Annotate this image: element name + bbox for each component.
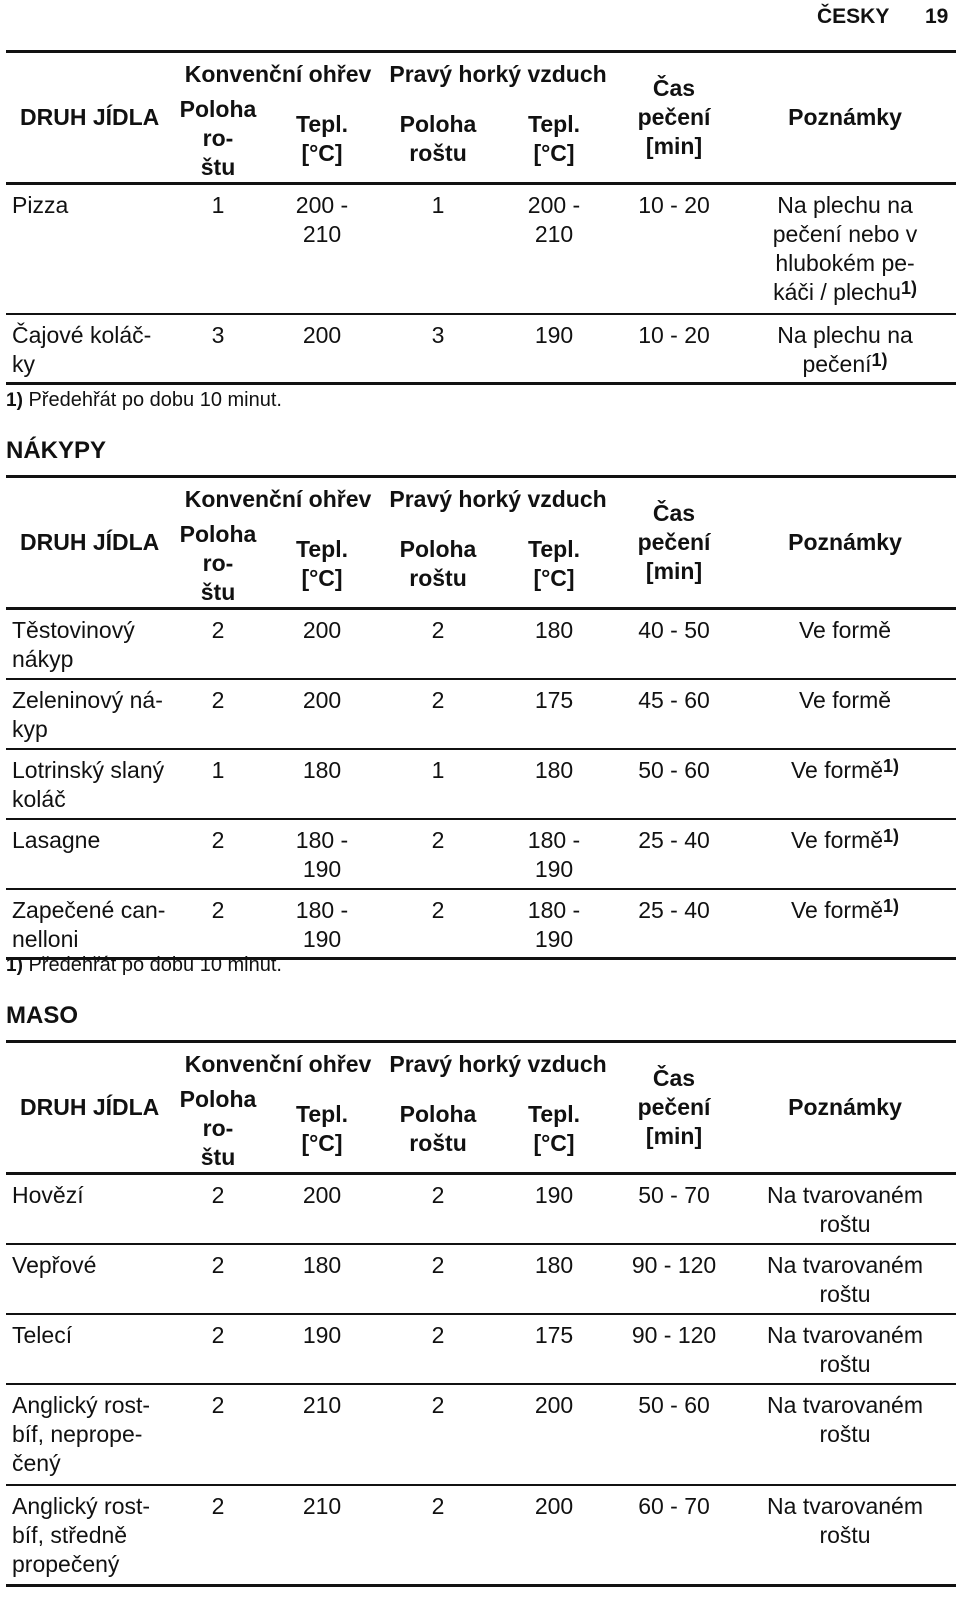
conventional-shelf: 2 bbox=[211, 1391, 225, 1418]
conventional-temp: 200 bbox=[302, 617, 342, 643]
note-cell bbox=[734, 1244, 956, 1314]
header-fan: Pravý horký vzduch bbox=[389, 60, 607, 87]
note-cell bbox=[734, 889, 956, 959]
header-conventional-shelf: Poloha ro- štu bbox=[174, 520, 262, 609]
conventional-temp: 180 - 190 bbox=[295, 896, 349, 952]
note-text: Na tvarovaném roštu bbox=[767, 1251, 923, 1307]
table-row bbox=[6, 609, 956, 679]
baking-time: 10 - 20 bbox=[638, 192, 710, 218]
note-text: Na tvarovaném roštu bbox=[767, 1492, 923, 1548]
header-conventional-shelf: Poloha ro- štu bbox=[174, 1085, 262, 1174]
fan-shelf: 2 bbox=[431, 686, 445, 713]
header-fan-temp: Tepl. [°C] bbox=[494, 95, 614, 184]
note-cell bbox=[734, 184, 956, 314]
conventional-temp: 190 bbox=[302, 1321, 342, 1348]
fan-shelf: 1 bbox=[431, 192, 445, 218]
footnote-text: Předehřát po dobu 10 minut. bbox=[28, 954, 282, 976]
header-fan-shelf: Poloha roštu bbox=[382, 1085, 494, 1174]
conventional-temp: 200 - 210 bbox=[295, 192, 349, 247]
note-text: Na plechu na pečení nebo v hlubokém pe- káči / plechu bbox=[772, 192, 918, 305]
conventional-temp: 210 bbox=[302, 1391, 342, 1418]
baking-time: 45 - 60 bbox=[638, 686, 710, 713]
note-cell bbox=[734, 1174, 956, 1244]
fan-temp: 200 bbox=[534, 1492, 574, 1519]
dish-name: Čajové koláč- ky bbox=[12, 321, 152, 377]
header-dish: DRUH JÍDLA bbox=[6, 1042, 174, 1174]
section-title-nakypy: NÁKYPY bbox=[6, 437, 107, 464]
conventional-temp: 200 bbox=[302, 1182, 342, 1208]
table-row bbox=[6, 1174, 956, 1244]
note-text: Na tvarovaném roštu bbox=[767, 1391, 923, 1447]
note-cell bbox=[734, 819, 956, 889]
conventional-temp: 180 bbox=[302, 1251, 342, 1278]
header-fan-temp: Tepl. [°C] bbox=[494, 520, 614, 609]
fan-temp: 180 - 190 bbox=[527, 826, 581, 882]
conventional-shelf: 1 bbox=[211, 192, 225, 218]
footnote-ref: 1) bbox=[871, 349, 888, 370]
baking-time: 50 - 60 bbox=[638, 1391, 710, 1418]
note-text: Ve formě bbox=[798, 686, 892, 713]
baking-time: 60 - 70 bbox=[638, 1492, 710, 1519]
footnote-text: Předehřát po dobu 10 minut. bbox=[28, 389, 282, 411]
fan-temp: 175 bbox=[534, 686, 574, 713]
header-notes: Poznámky bbox=[734, 1042, 956, 1174]
baking-time: 50 - 70 bbox=[638, 1182, 710, 1208]
header-notes: Poznámky bbox=[734, 477, 956, 609]
table-row bbox=[6, 819, 956, 889]
footnote-ref: 1) bbox=[883, 825, 900, 846]
table-row bbox=[6, 184, 956, 314]
footnote-2 bbox=[6, 953, 282, 978]
conventional-shelf: 1 bbox=[211, 756, 225, 783]
header-dish: DRUH JÍDLA bbox=[6, 477, 174, 609]
fan-shelf: 2 bbox=[431, 1492, 445, 1519]
note-cell bbox=[734, 749, 956, 819]
baking-time: 10 - 20 bbox=[638, 321, 710, 348]
header-time: Čas pečení [min] bbox=[614, 1042, 734, 1174]
fan-shelf: 2 bbox=[431, 1182, 445, 1208]
conventional-shelf: 2 bbox=[211, 686, 225, 713]
header-dish: DRUH JÍDLA bbox=[6, 52, 174, 184]
note-cell bbox=[734, 679, 956, 749]
section-title-maso: MASO bbox=[6, 1002, 78, 1029]
header-fan-shelf: Poloha roštu bbox=[382, 520, 494, 609]
header-time: Čas pečení [min] bbox=[614, 477, 734, 609]
header-conventional-shelf: Poloha ro- štu bbox=[174, 95, 262, 184]
note-text: Ve formě bbox=[790, 896, 884, 923]
fan-temp: 200 bbox=[534, 1391, 574, 1418]
table-row bbox=[6, 1314, 956, 1384]
header-fan-temp: Tepl. [°C] bbox=[494, 1085, 614, 1174]
note-text: Na tvarovaném roštu bbox=[767, 1182, 923, 1237]
table-row bbox=[6, 679, 956, 749]
page-header bbox=[0, 0, 960, 32]
footnote-marker: 1) bbox=[6, 390, 23, 411]
note-text: Ve formě bbox=[790, 756, 884, 783]
note-cell bbox=[734, 314, 956, 384]
fan-temp: 190 bbox=[534, 321, 574, 348]
conventional-shelf: 2 bbox=[211, 1321, 225, 1348]
note-text: Na tvarovaném roštu bbox=[767, 1321, 923, 1377]
fan-temp: 180 bbox=[534, 756, 574, 783]
header-conventional: Konvenční ohřev bbox=[184, 60, 372, 87]
baking-time: 25 - 40 bbox=[638, 826, 710, 853]
header-conventional-temp: Tepl. [°C] bbox=[262, 520, 382, 609]
footnote-ref: 1) bbox=[900, 278, 917, 298]
table-row bbox=[6, 314, 956, 384]
conventional-shelf: 2 bbox=[211, 617, 225, 643]
fan-shelf: 2 bbox=[431, 896, 445, 923]
note-cell bbox=[734, 1384, 956, 1485]
conventional-temp: 200 bbox=[302, 321, 342, 348]
baking-table-1 bbox=[6, 50, 956, 385]
fan-temp: 190 bbox=[534, 1182, 574, 1208]
table-row bbox=[6, 1384, 956, 1485]
note-cell bbox=[734, 1314, 956, 1384]
conventional-temp: 180 - 190 bbox=[295, 826, 349, 882]
fan-shelf: 2 bbox=[431, 826, 445, 853]
dish-name: Zapečené can- nelloni bbox=[12, 896, 166, 952]
fan-shelf: 1 bbox=[431, 756, 445, 783]
page-number: 19 bbox=[925, 5, 949, 28]
fan-temp: 200 - 210 bbox=[527, 192, 581, 247]
header-time: Čas pečení [min] bbox=[614, 52, 734, 184]
footnote-1 bbox=[6, 388, 282, 413]
dish-name: Anglický rost- bíf, středně propečený bbox=[12, 1492, 151, 1577]
note-text: Ve formě bbox=[790, 826, 884, 853]
conventional-temp: 200 bbox=[302, 686, 342, 713]
footnote-ref: 1) bbox=[883, 895, 900, 916]
table-row bbox=[6, 1244, 956, 1314]
dish-name: Vepřové bbox=[12, 1251, 97, 1278]
dish-name: Zeleninový ná- kyp bbox=[12, 686, 163, 742]
note-cell bbox=[734, 1485, 956, 1586]
header-fan-shelf: Poloha roštu bbox=[382, 95, 494, 184]
fan-temp: 175 bbox=[534, 1321, 574, 1348]
conventional-temp: 210 bbox=[302, 1492, 342, 1519]
footnote-marker: 1) bbox=[6, 955, 23, 976]
conventional-shelf: 2 bbox=[211, 896, 225, 923]
dish-name: Lotrinský slaný koláč bbox=[12, 756, 165, 812]
fan-temp: 180 - 190 bbox=[527, 896, 581, 952]
conventional-shelf: 2 bbox=[211, 1182, 225, 1208]
fan-temp: 180 bbox=[534, 1251, 574, 1278]
header-conventional: Konvenční ohřev bbox=[184, 485, 372, 512]
header-fan: Pravý horký vzduch bbox=[389, 1050, 607, 1077]
baking-time: 90 - 120 bbox=[631, 1251, 717, 1278]
conventional-shelf: 2 bbox=[211, 826, 225, 853]
table-row bbox=[6, 749, 956, 819]
note-text: Ve formě bbox=[798, 617, 892, 643]
dish-name: Hovězí bbox=[12, 1182, 84, 1208]
conventional-shelf: 3 bbox=[211, 321, 225, 348]
conventional-temp: 180 bbox=[302, 756, 342, 783]
baking-time: 25 - 40 bbox=[638, 896, 710, 923]
header-notes: Poznámky bbox=[734, 52, 956, 184]
note-cell bbox=[734, 609, 956, 679]
note-text: Na plechu na pečení bbox=[777, 321, 913, 377]
header-conventional-temp: Tepl. [°C] bbox=[262, 1085, 382, 1174]
dish-name: Telecí bbox=[12, 1321, 73, 1348]
dish-name: Těstovinový nákyp bbox=[12, 617, 135, 672]
fan-shelf: 2 bbox=[431, 1251, 445, 1278]
language-label: ČESKY bbox=[817, 5, 890, 28]
baking-time: 50 - 60 bbox=[638, 756, 710, 783]
baking-table-2 bbox=[6, 475, 956, 960]
header-conventional-temp: Tepl. [°C] bbox=[262, 95, 382, 184]
baking-time: 90 - 120 bbox=[631, 1321, 717, 1348]
table-row bbox=[6, 889, 956, 959]
fan-shelf: 3 bbox=[431, 321, 445, 348]
table-row bbox=[6, 1485, 956, 1586]
fan-shelf: 2 bbox=[431, 1321, 445, 1348]
baking-time: 40 - 50 bbox=[638, 617, 710, 643]
fan-shelf: 2 bbox=[431, 1391, 445, 1418]
fan-shelf: 2 bbox=[431, 617, 445, 643]
dish-name: Pizza bbox=[12, 192, 69, 218]
conventional-shelf: 2 bbox=[211, 1251, 225, 1278]
baking-table-3 bbox=[6, 1040, 956, 1587]
dish-name: Lasagne bbox=[12, 826, 101, 853]
conventional-shelf: 2 bbox=[211, 1492, 225, 1519]
fan-temp: 180 bbox=[534, 617, 574, 643]
header-fan: Pravý horký vzduch bbox=[389, 485, 607, 512]
dish-name: Anglický rost- bíf, neprope- čený bbox=[12, 1391, 151, 1476]
footnote-ref: 1) bbox=[883, 755, 900, 776]
header-conventional: Konvenční ohřev bbox=[184, 1050, 372, 1077]
